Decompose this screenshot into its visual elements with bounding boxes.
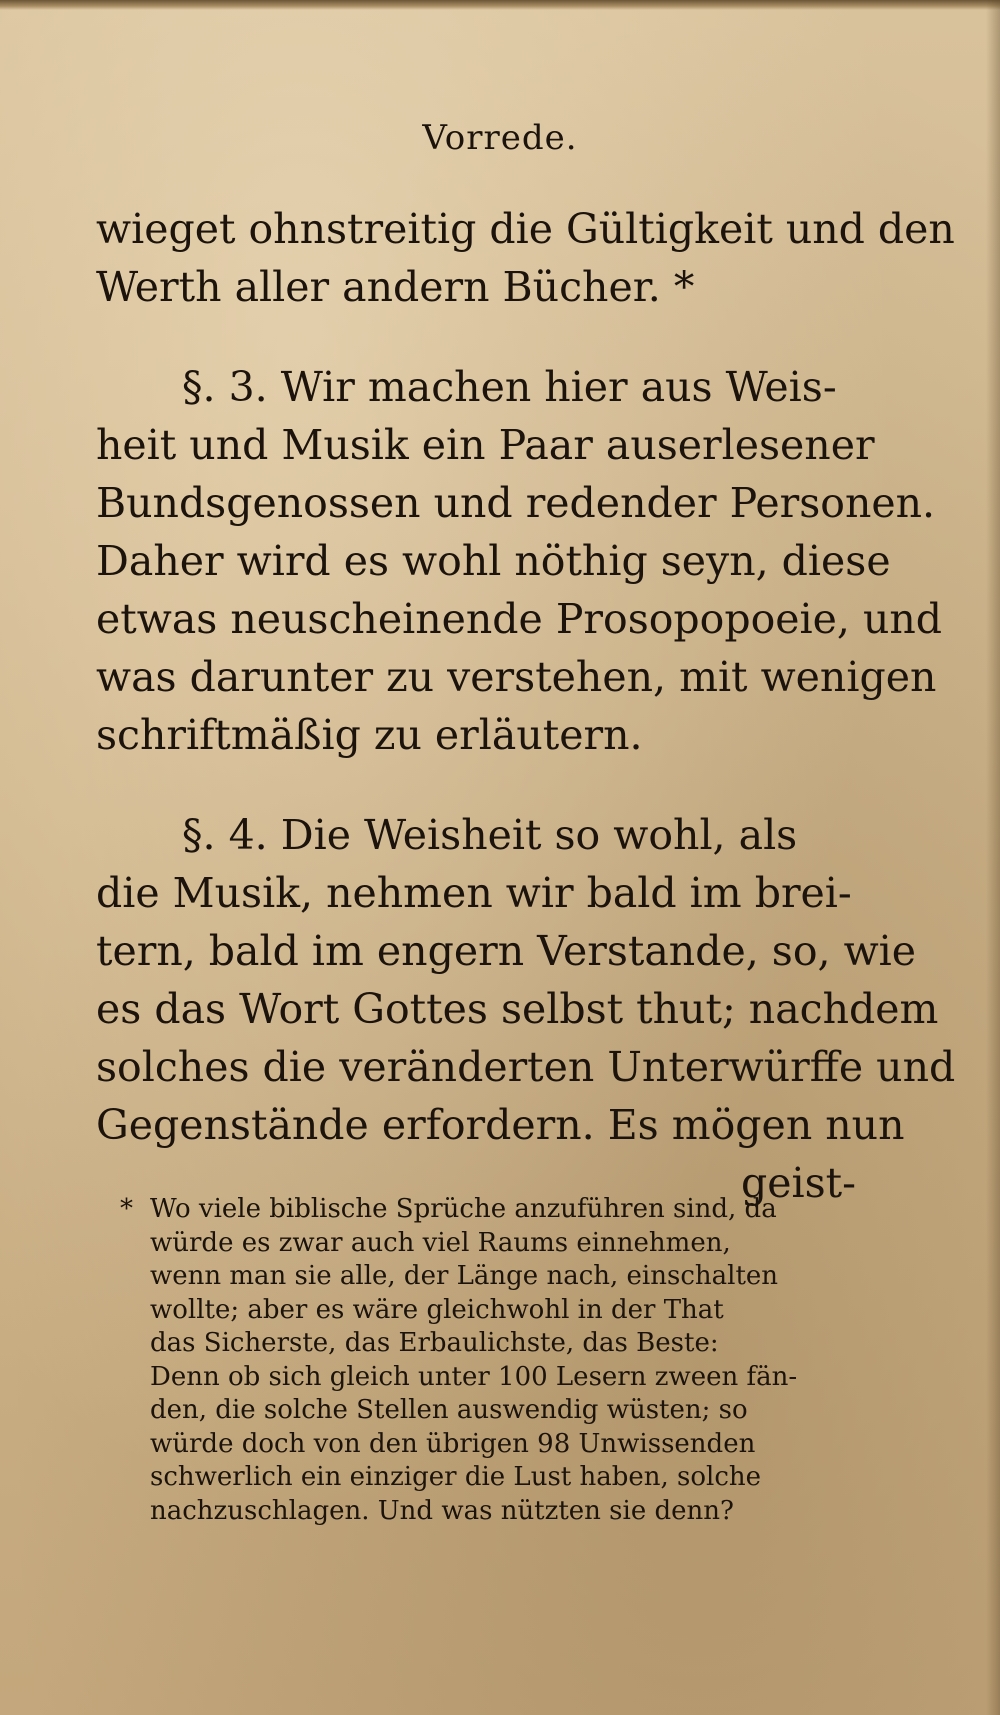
text-line: schriftmäßig zu erläutern. [96,711,643,759]
main-text [96,200,956,1212]
text-line: wieget ohnstreitig die Gültigkeit und den [96,205,955,253]
footnote [120,1193,860,1528]
footnote-line: das Sicherste, das Erbaulichste, das Beste: [150,1328,719,1358]
text-line: Werth aller andern Bücher. * [96,263,695,311]
footnote-line: schwerlich ein einziger die Lust haben, solche [150,1462,762,1492]
text-line: tern, bald im engern Verstande, so, wie [96,927,917,975]
footnote-line: würde doch von den übrigen 98 Unwissenden [150,1428,756,1459]
paragraph-gap [96,316,856,358]
text-line: heit und Musik ein Paar auserlesener [96,421,875,469]
footnote-line: wollte; aber es wäre gleichwohl in der That [150,1294,724,1325]
text-line: was darunter zu verstehen, mit wenigen [96,653,937,701]
catchword: geist- [741,1159,856,1207]
paragraph-section-3 [96,358,943,764]
text-line: Gegenstände erfordern. Es mögen nun [96,1101,905,1149]
text-line: die Musik, nehmen wir bald im brei- [96,869,852,917]
text-line: es das Wort Gottes selbst thut; nachdem [96,985,939,1033]
footnote-line: würde es zwar auch viel Raums einnehmen, [150,1227,731,1258]
footnote-line: Denn ob sich gleich unter 100 Lesern zween fän- [150,1361,798,1392]
footnote-line: wenn man sie alle, der Länge nach, einschalten [150,1261,779,1291]
page-top-edge [0,0,1000,10]
text-line: etwas neuscheinende Prosopopoeie, und [96,595,943,643]
footnote-line: den, die solche Stellen auswendig wüsten; so [150,1395,748,1425]
footnote-line: Wo viele biblische Sprüche anzuführen sind, da [150,1194,777,1224]
text-line: solches die veränderten Unterwürffe und [96,1043,956,1091]
text-line: Daher wird es wohl nöthig seyn, diese [96,537,891,585]
footnote-marker: * [120,1194,133,1224]
text-line: §. 3. Wir machen hier aus Weis- [182,363,837,411]
paragraph-gap [96,764,856,806]
running-title: Vorrede. [422,118,578,158]
page-right-edge [986,0,1000,1715]
text-line: Bundsgenossen und redender Personen. [96,479,936,527]
footnote-line: nachzuschlagen. Und was nützten sie denn? [150,1495,734,1526]
text-line: §. 4. Die Weisheit so wohl, als [182,811,798,859]
paragraph-section-4 [96,806,956,1154]
paragraph-continuation [96,200,955,316]
